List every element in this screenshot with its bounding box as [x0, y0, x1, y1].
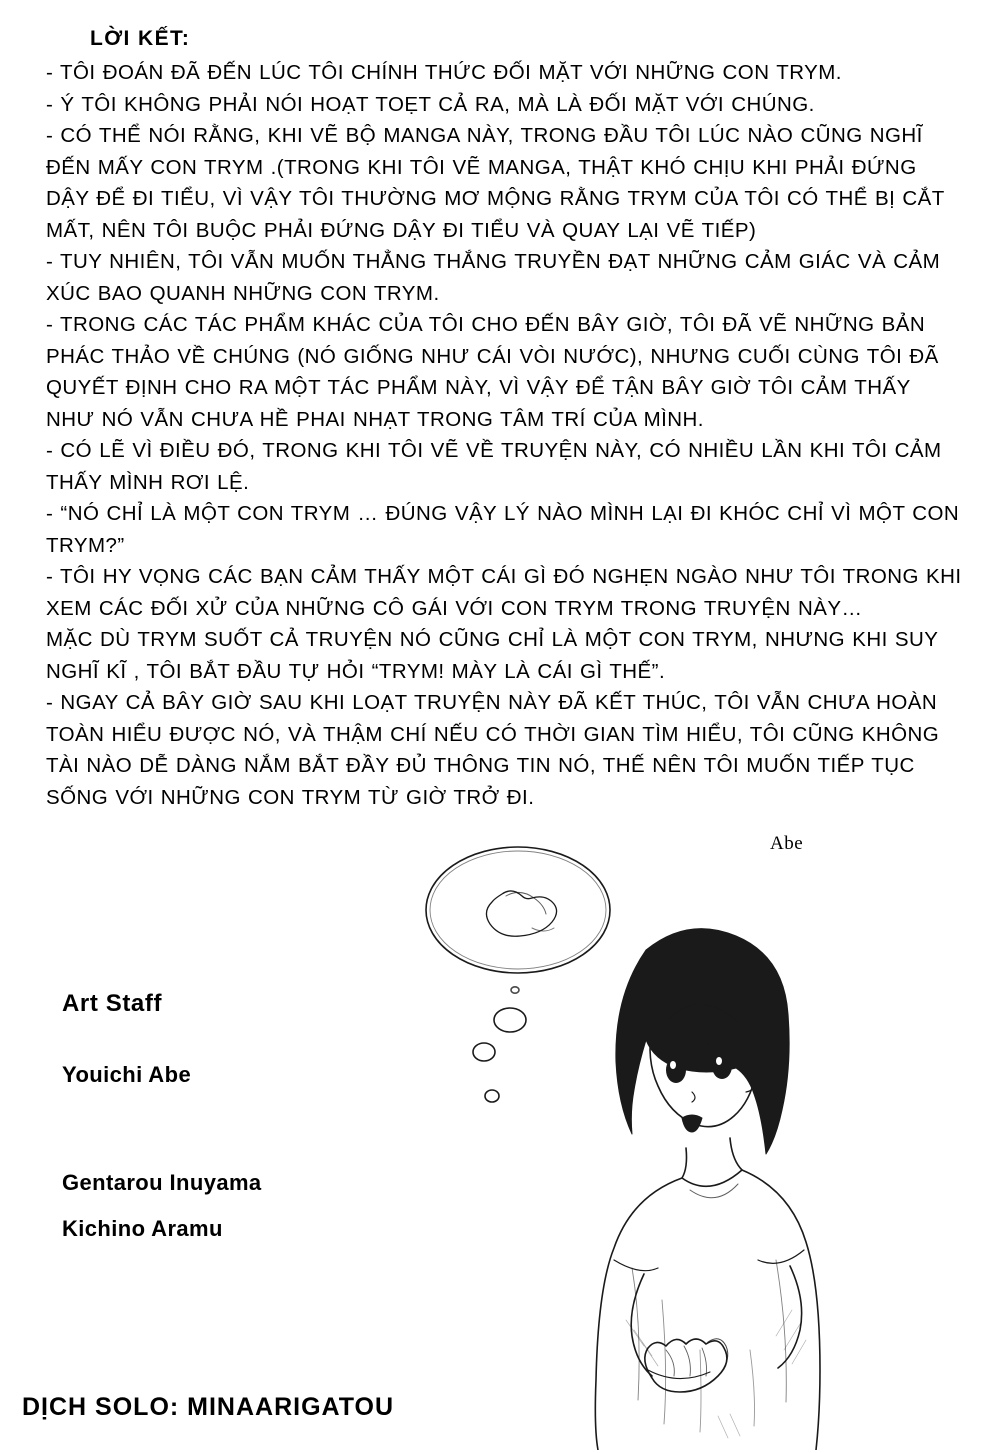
hand-left [645, 1339, 727, 1392]
hair-back [616, 929, 789, 1154]
sleeve-left-edge [614, 1260, 658, 1271]
thought-bubble-dot [511, 987, 519, 993]
body-left-outline [595, 1178, 682, 1450]
afterword-paragraph: - CÓ THỂ NÓI RẰNG, KHI VẼ BỘ MANGA NÀY, TRONG ĐẦU TÔI LÚC NÀO CŨNG NGHĨ ĐẾN MẤY CON TRYM .(TRONG KHI TÔI VẼ MANGA, THẬT KHÓ CHỊU KHI PHẢI ĐỨNG DẬY ĐỂ ĐI TIỂU, VÌ VẬY TÔI THƯỜNG MƠ MỘNG RẰNG TRYM CỦA TÔI CÓ THỂ BỊ CẮT MẤT, NÊN TÔI BUỘC PHẢI ĐỨNG DẬY ĐI TIỂU VÀ QUAY LẠI VẼ TIẾP) [46, 124, 945, 242]
mouth [682, 1115, 702, 1132]
fold-line [662, 1300, 666, 1424]
afterword-paragraph: - “NÓ CHỈ LÀ MỘT CON TRYM … ĐÚNG VẬY LÝ NÀO MÌNH LẠI ĐI KHÓC CHỈ VÌ MỘT CON TRYM?” [46, 502, 960, 557]
thought-bubble-tiny [485, 1090, 499, 1102]
afterword-paragraph: - TRONG CÁC TÁC PHẨM KHÁC CỦA TÔI CHO ĐẾN BÂY GIỜ, TÔI ĐÃ VẼ NHỮNG BẢN PHÁC THẢO VỀ CHÚNG (NÓ GIỐNG NHƯ CÁI VÒI NƯỚC), NHƯNG CUỐI CÙNG TÔI ĐÃ QUYẾT ĐỊNH CHO RA MỘT TÁC PHẨM NÀY, VÌ VẬY ĐỂ TẬN BÂY GIỜ TÔI CẢM THẤY NHƯ NÓ VẪN CHƯA HỀ PHAI NHẠT TRONG TÂM TRÍ CỦA MÌNH. [46, 313, 939, 431]
thought-bubble-medium [494, 1008, 526, 1032]
author-signature: Abe [770, 833, 804, 854]
afterword-paragraph: - TÔI ĐOÁN ĐÃ ĐẾN LÚC TÔI CHÍNH THỨC ĐỐI MẶT VỚI NHỮNG CON TRYM. [46, 61, 842, 85]
afterword-paragraph: MẶC DÙ TRYM SUỐT CẢ TRUYỆN NÓ CŨNG CHỈ LÀ MỘT CON TRYM, NHƯNG KHI SUY NGHĨ KĨ , TÔI BẮT ĐẦU TỰ HỎI “TRYM! MÀY LÀ CÁI GÌ THẾ”. [46, 628, 939, 683]
finger-line [702, 1348, 707, 1376]
thought-bubble-large-inner [430, 851, 606, 969]
bubble-doodle-line [506, 892, 546, 914]
afterword-paragraph: - CÓ LẼ VÌ ĐIỀU ĐÓ, TRONG KHI TÔI VẼ VỀ TRUYỆN NÀY, CÓ NHIỀU LẦN KHI TÔI CẢM THẤY MÌNH RƠI LỆ. [46, 439, 942, 494]
afterword-section [46, 26, 962, 813]
sleeve-right-edge [758, 1250, 804, 1263]
eye-highlight-right [716, 1057, 722, 1065]
credit-name: Gentarou Inuyama [62, 1170, 262, 1195]
fold-line [776, 1260, 786, 1402]
thought-bubble-large [426, 847, 610, 973]
credits-heading: Art Staff [62, 990, 163, 1017]
neck-left [682, 1148, 687, 1178]
afterword-paragraph: - TÔI HY VỌNG CÁC BẠN CẢM THẤY MỘT CÁI GÌ ĐÓ NGHẸN NGÀO NHƯ TÔI TRONG KHI XEM CÁC ĐỐI XỬ CỦA NHỮNG CÔ GÁI VỚI CON TRYM TRONG TRUYỆN NÀY… [46, 565, 962, 620]
neck-right [730, 1138, 742, 1170]
hand-right [708, 1339, 728, 1376]
credit-name: Youichi Abe [62, 1062, 192, 1087]
afterword-title: LỜI KẾT: [90, 27, 191, 50]
finger-line [666, 1350, 674, 1376]
eye-right [712, 1053, 732, 1079]
afterword-paragraph: - NGAY CẢ BÂY GIỜ SAU KHI LOẠT TRUYỆN NÀY ĐÃ KẾT THÚC, TÔI VẪN CHƯA HOÀN TOÀN HIỂU ĐƯỢC NÓ, VÀ THẬM CHÍ NẾU CÓ THỜI GIAN TÌM HIỂU, TÔI CŨNG KHÔNG TÀI NÀO DỄ DÀNG NẮM BẮT ĐẦY ĐỦ THÔNG TIN NÓ, THẾ NÊN TÔI MUỐN TIẾP TỤC SỐNG VỚI NHỮNG CON TRYM TỪ GIỜ TRỞ ĐI. [46, 691, 940, 809]
body-right-outline [742, 1170, 820, 1450]
afterword-body [46, 57, 962, 813]
nose [692, 1092, 695, 1102]
translator-credit: DỊCH SOLO: MINAARIGATOU [22, 1393, 395, 1421]
collar [682, 1170, 742, 1186]
illustration-girl-with-thought-bubble [400, 830, 880, 1450]
eye-left [666, 1057, 686, 1083]
eye-highlight-left [670, 1061, 676, 1069]
arm-left [631, 1274, 652, 1376]
hatching [626, 1310, 806, 1438]
afterword-paragraph: - TUY NHIÊN, TÔI VẪN MUỐN THẲNG THẮNG TRUYỀN ĐẠT NHỮNG CẢM GIÁC VÀ CẢM XÚC BAO QUANH NHỮNG CON TRYM. [46, 250, 941, 305]
thought-bubble-small [473, 1043, 495, 1061]
sketch-svg [400, 830, 880, 1450]
arm-right [778, 1266, 802, 1368]
finger-line [684, 1346, 690, 1376]
fold-line [750, 1350, 755, 1426]
art-staff-credits [62, 990, 442, 1242]
credit-name: Kichino Aramu [62, 1216, 223, 1241]
afterword-paragraph: - Ý TÔI KHÔNG PHẢI NÓI HOẠT TOẸT CẢ RA, MÀ LÀ ĐỐI MẶT VỚI CHÚNG. [46, 92, 815, 116]
fold-line [700, 1350, 701, 1432]
